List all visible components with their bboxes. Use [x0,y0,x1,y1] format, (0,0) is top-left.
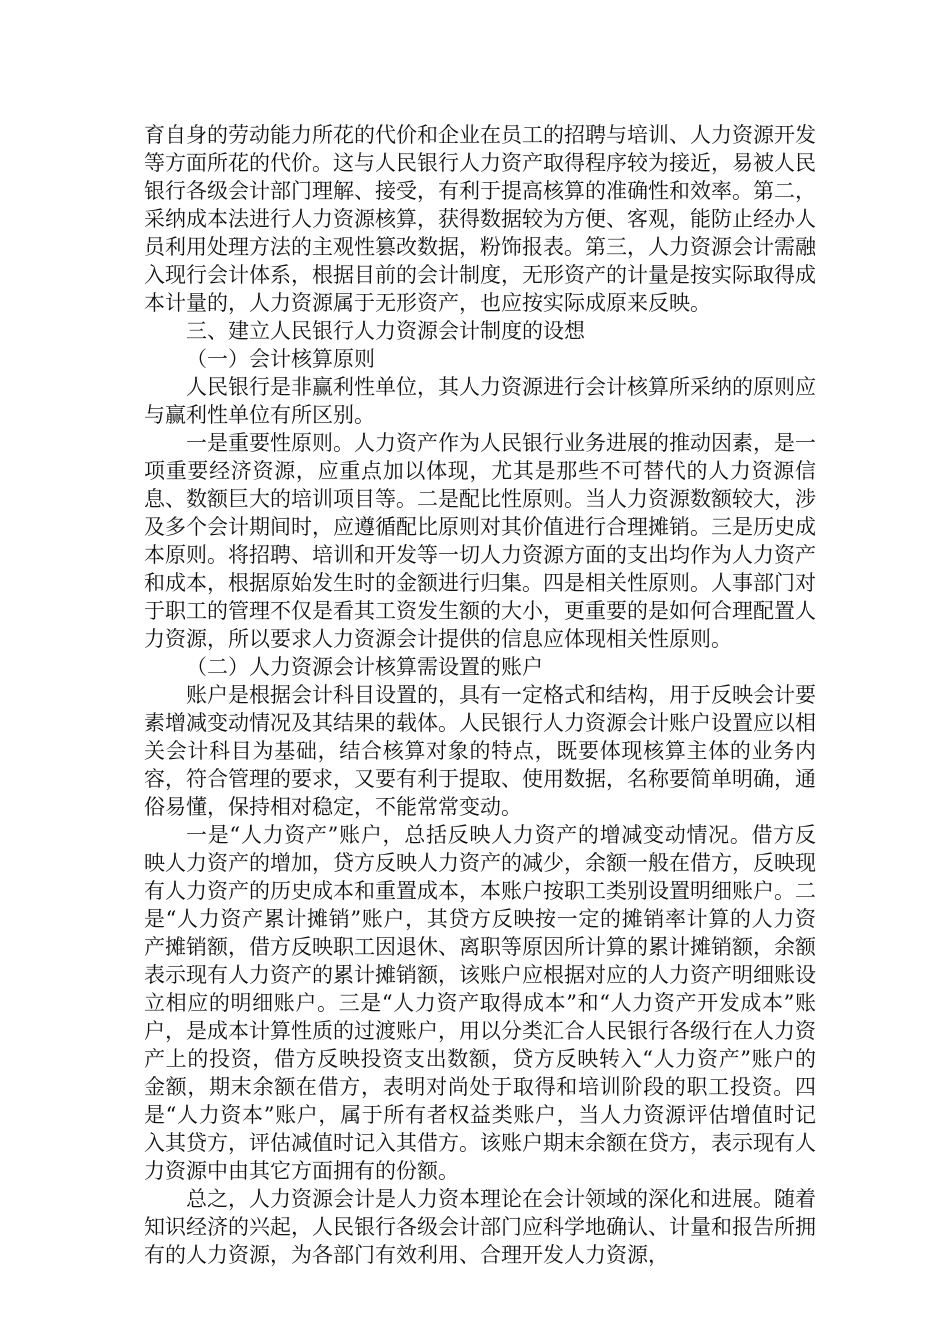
subsection-heading: （一）会计核算原则 [186,347,375,371]
section-heading: 三、建立人民银行人力资源会计制度的设想 [186,319,585,343]
paragraph: 人民银行是非赢利性单位，其人力资源进行会计核算所采纳的原则应与赢利性单位有所区别。 [144,375,816,427]
paragraph: 账户是根据会计科目设置的，具有一定格式和结构，用于反映会计要素增减变动情况及其结果的载体。人民银行人力资源会计账户设置应以相关会计科目为基础，结合核算对象的特点，既要体现核算主体的业务内容，符合管理的要求，又要有利于提取、使用数据，名称要简单明确，通俗易懂，保持相对稳定，不能常常变动。 [144,683,816,819]
paragraph: 一是“人力资产”账户，总括反映人力资产的增减变动情况。借方反映人力资产的增加，贷方反映人力资产的减少，余额一般在借方，反映现有人力资产的历史成本和重置成本，本账户按职工类别设置明细账户。二是“人力资产累计摊销”账户，其贷方反映按一定的摊销率计算的人力资产摊销额，借方反映职工因退休、离职等原因所计算的累计摊销额，余额表示现有人力资产的累计摊销额，该账户应根据对应的人力资产明细账设立相应的明细账户。三是“人力资产取得成本”和“人力资产开发成本”账户，是成本计算性质的过渡账户，用以分类汇合人民银行各级行在人力资产上的投资，借方反映投资支出数额，贷方反映转入“人力资产”账户的金额，期末余额在借方，表明对尚处于取得和培训阶段的职工投资。四是“人力资本”账户，属于所有者权益类账户，当人力资源评估增值时记入其贷方，评估减值时记入其借方。该账户期末余额在贷方，表示现有人力资源中由其它方面拥有的份额。 [144,823,816,1183]
subsection-heading: （二）人力资源会计核算需设置的账户 [186,655,543,679]
paragraph: 一是重要性原则。人力资产作为人民银行业务进展的推动因素，是一项重要经济资源，应重点加以体现，尤其是那些不可替代的人力资源信息、数额巨大的培训项目等。二是配比性原则。当人力资源数额较大，涉及多个会计期间时，应遵循配比原则对其价值进行合理摊销。三是历史成本原则。将招聘、培训和开发等一切人力资源方面的支出均作为人力资产和成本，根据原始发生时的金额进行归集。四是相关性原则。人事部门对于职工的管理不仅是看其工资发生额的大小，更重要的是如何合理配置人力资源，所以要求人力资源会计提供的信息应体现相关性原则。 [144,431,816,651]
paragraph-continuation: 育自身的劳动能力所花的代价和企业在员工的招聘与培训、人力资源开发等方面所花的代价。这与人民银行人力资产取得程序较为接近，易被人民银行各级会计部门理解、接受，有利于提高核算的准确性和效率。第二，采纳成本法进行人力资源核算，获得数据较为方便、客观，能防止经办人员利用处理方法的主观性篡改数据，粉饰报表。第三，人力资源会计需融入现行会计体系，根据目前的会计制度，无形资产的计量是按实际取得成本计量的，人力资源属于无形资产，也应按实际成原来反映。 [144,123,816,315]
body-text [144,121,816,1269]
paragraph: 总之，人力资源会计是人力资本理论在会计领域的深化和进展。随着知识经济的兴起，人民银行各级会计部门应科学地确认、计量和报告所拥有的人力资源，为各部门有效利用、合理开发人力资源， [144,1187,816,1267]
